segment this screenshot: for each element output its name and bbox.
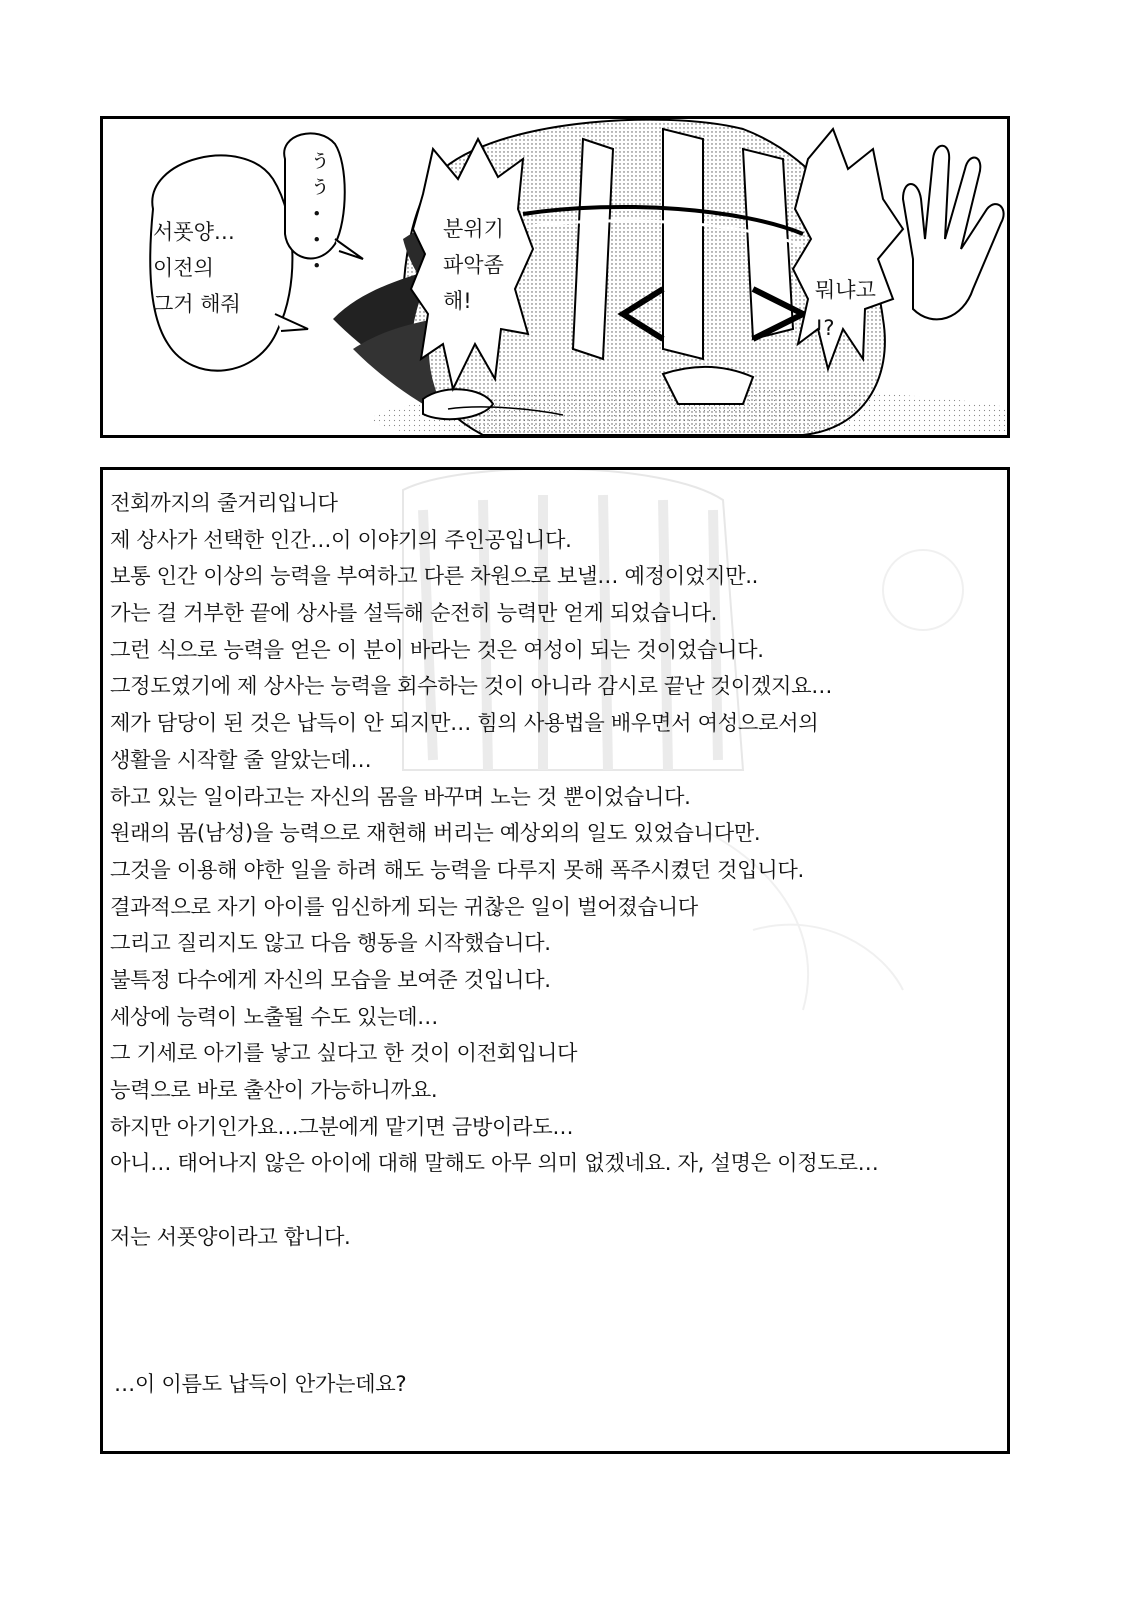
story-line: 제 상사가 선택한 인간…이 이야기의 주인공입니다.	[110, 526, 572, 552]
story-recap-panel	[100, 467, 1010, 1454]
speech-bubble-what	[815, 271, 876, 347]
story-text	[110, 485, 1006, 1402]
spacer	[110, 1182, 1006, 1219]
top-manga-panel	[100, 116, 1010, 438]
bubble-line: 서폿양…	[153, 220, 235, 244]
spacer	[110, 1329, 1006, 1366]
story-line: 그런 식으로 능력을 얻은 이 분이 바라는 것은 여성이 되는 것이었습니다.	[110, 636, 764, 662]
story-line: 생활을 시작할 줄 알았는데…	[110, 746, 372, 772]
bubble-line: 파악좀	[443, 253, 504, 277]
story-line: 결과적으로 자기 아이를 임신하게 되는 귀찮은 일이 벌어졌습니다	[110, 893, 698, 919]
speech-bubble-groan: ぅぅ・・・	[300, 149, 329, 279]
bubble-line: 이전의	[153, 256, 214, 280]
story-line: 하지만 아기인가요…그분에게 맡기면 금방이라도…	[110, 1113, 574, 1139]
spacer	[110, 1255, 1006, 1292]
bubble-line: 뭐냐고	[815, 278, 876, 302]
story-line: 그 기세로 아기를 낳고 싶다고 한 것이 이전회입니다	[110, 1040, 578, 1066]
bubble-line: 그거 해줘	[153, 292, 241, 316]
story-line: 가는 걸 거부한 끝에 상사를 설득해 순전히 능력만 얻게 되었습니다.	[110, 600, 718, 626]
speech-bubble-read-the-room	[443, 211, 504, 319]
story-line: 제가 담당이 된 것은 납득이 안 되지만… 힘의 사용법을 배우면서 여성으로서의	[110, 710, 819, 736]
story-line: 하고 있는 일이라고는 자신의 몸을 바꾸며 노는 것 뿐이었습니다.	[110, 783, 691, 809]
story-line: 능력으로 바로 출산이 가능하니까요.	[110, 1077, 438, 1102]
story-line: 전회까지의 줄거리입니다	[110, 490, 338, 515]
story-line: 아니… 태어나지 않은 아이에 대해 말해도 아무 의미 없겠네요. 자, 설명은 이정도로…	[110, 1150, 879, 1176]
spacer	[110, 1292, 1006, 1329]
bubble-line: 해!	[443, 289, 472, 313]
bubble-line: 분위기	[443, 217, 504, 241]
speech-bubble-request	[153, 214, 241, 322]
story-intro: 저는 서폿양이라고 합니다.	[110, 1223, 351, 1249]
story-line: 그정도였기에 제 상사는 능력을 회수하는 것이 아니라 감시로 끝난 것이겠지요…	[110, 673, 833, 699]
story-line: 세상에 능력이 노출될 수도 있는데…	[110, 1003, 439, 1029]
story-line: 불특정 다수에게 자신의 모습을 보여준 것입니다.	[110, 966, 551, 992]
story-line: 그리고 질리지도 않고 다음 행동을 시작했습니다.	[110, 930, 551, 956]
bubble-line: !?	[815, 316, 835, 340]
story-line: 보통 인간 이상의 능력을 부여하고 다른 차원으로 보낼… 예정이었지만..	[110, 563, 758, 589]
story-closing: …이 이름도 납득이 안가는데요?	[114, 1370, 407, 1396]
story-line: 그것을 이용해 야한 일을 하려 해도 능력을 다루지 못해 폭주시켰던 것입니다.	[110, 856, 804, 882]
story-line: 원래의 몸(남성)을 능력으로 재현해 버리는 예상외의 일도 있었습니다만.	[110, 820, 761, 846]
